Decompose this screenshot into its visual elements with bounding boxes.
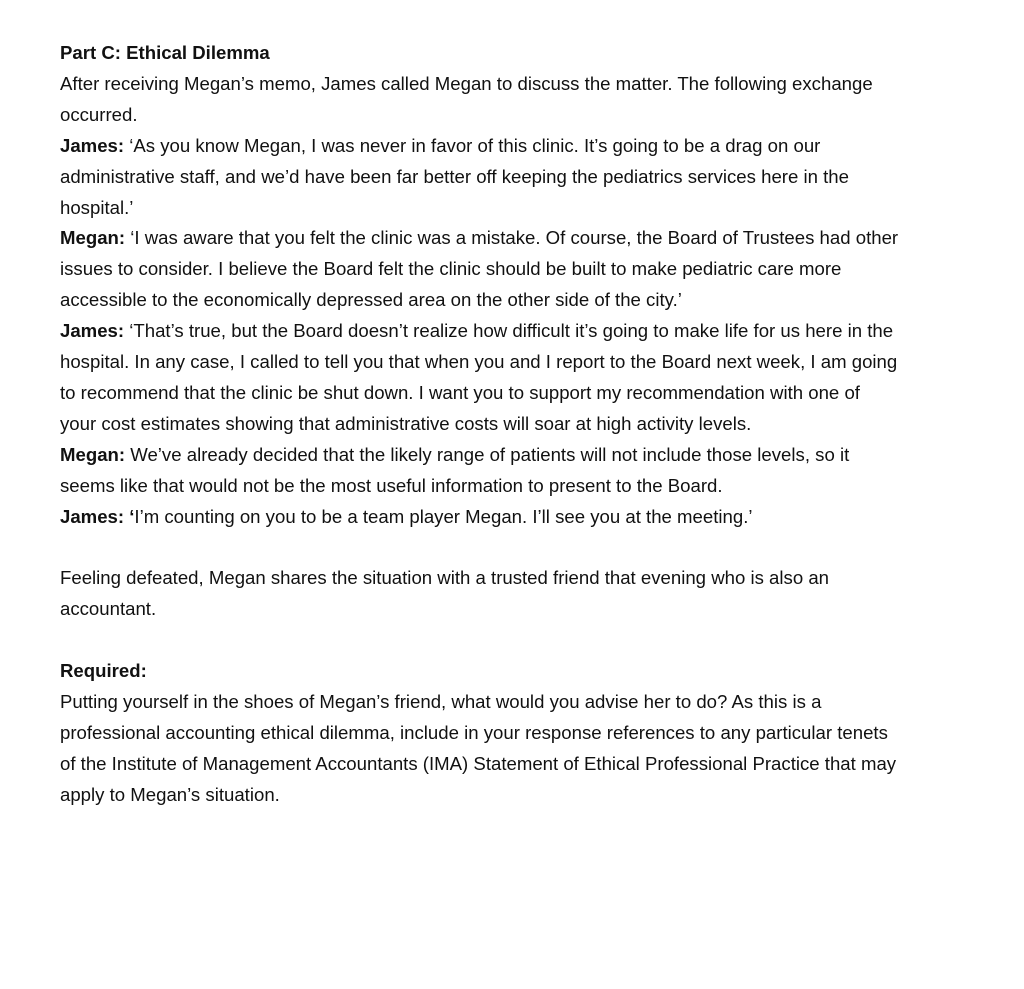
dialogue-text: ‘That’s true, but the Board doesn’t realize how difficult it’s going to make life for us here in the (124, 320, 894, 342)
required-line: apply to Megan’s situation. (60, 783, 280, 805)
paragraph-gap (60, 625, 990, 656)
aftermath-line: Feeling defeated, Megan shares the situation with a trusted friend that evening who is also an (60, 567, 830, 589)
dialogue-text: We’ve already decided that the likely range of patients will not include those levels, so it (125, 443, 850, 465)
dialogue-line (60, 502, 990, 533)
speaker-name: James: ‘ (60, 505, 135, 527)
section-heading: Part C: Ethical Dilemma (60, 42, 270, 63)
intro-line: After receiving Megan’s memo, James called Megan to discuss the matter. The following exchange (60, 72, 873, 94)
dialogue-line: your cost estimates showing that administrative costs will soar at high activity levels. (60, 412, 752, 434)
dialogue-line: hospital.’ (60, 196, 134, 218)
required-label: Required: (60, 660, 147, 682)
speaker-name: Megan: (60, 227, 126, 249)
required-line: of the Institute of Management Accountants (IMA) Statement of Ethical Professional Practice that may (60, 752, 897, 774)
dialogue-line (60, 440, 990, 471)
required-line: professional accounting ethical dilemma, include in your response references to any particular tenets (60, 721, 888, 743)
required-line: Putting yourself in the shoes of Megan’s friend, what would you advise her to do? As this is a (60, 691, 822, 712)
dialogue-line: seems like that would not be the most useful information to present to the Board. (60, 474, 723, 496)
dialogue-text: ‘As you know Megan, I was never in favor of this clinic. It’s going to be a drag on our (124, 134, 821, 156)
dialogue-line (60, 316, 990, 347)
paragraph-gap (60, 533, 990, 564)
document (60, 38, 990, 811)
dialogue-text: ‘I was aware that you felt the clinic was a mistake. Of course, the Board of Trustees had other (125, 227, 899, 249)
aftermath-line: accountant. (60, 598, 157, 620)
speaker-name: James: (60, 320, 125, 342)
speaker-name: Megan: (60, 443, 126, 465)
dialogue-line: issues to consider. I believe the Board felt the clinic should be built to make pediatric care more (60, 258, 842, 280)
dialogue-line: accessible to the economically depressed area on the other side of the city.’ (60, 289, 682, 311)
speaker-name: James: (60, 134, 125, 156)
dialogue-line: to recommend that the clinic be shut down. I want you to support my recommendation with one of (60, 381, 860, 403)
dialogue-line (60, 131, 990, 162)
dialogue-line: hospital. In any case, I called to tell you that when you and I report to the Board next week, I am going (60, 351, 898, 373)
dialogue-text: I’m counting on you to be a team player Megan. I’ll see you at the meeting.’ (134, 505, 753, 527)
dialogue-line: administrative staff, and we’d have been far better off keeping the pediatrics services here in the (60, 165, 849, 187)
intro-line: occurred. (60, 103, 138, 125)
dialogue-line (60, 223, 990, 254)
